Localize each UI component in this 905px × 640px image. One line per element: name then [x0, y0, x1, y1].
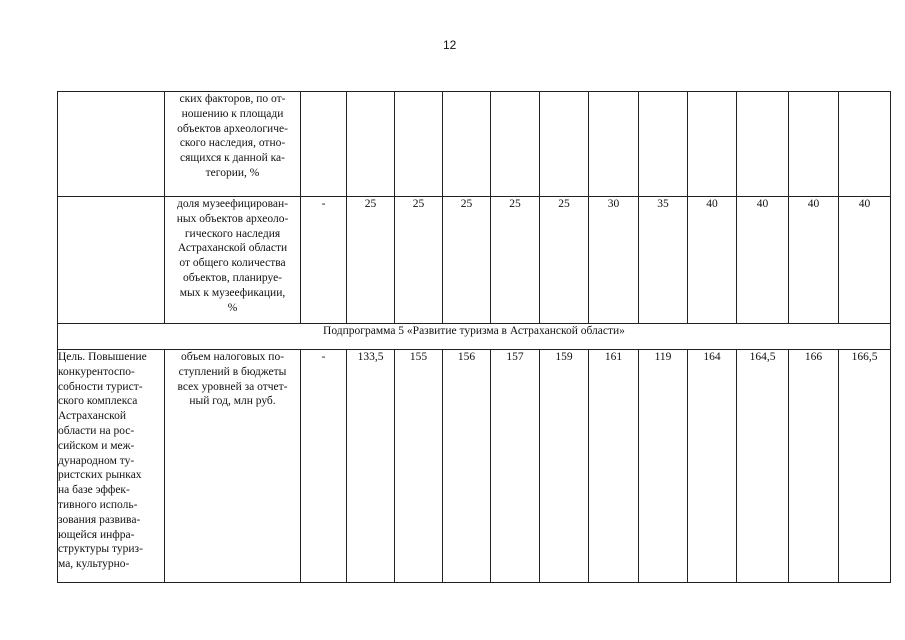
value-cell [491, 92, 540, 197]
subprogram-row [58, 324, 891, 350]
indicator-text-line: объем налоговых по- [180, 351, 285, 363]
table-row [58, 92, 891, 197]
goal-text-line: собности турист- [58, 380, 143, 393]
goal-text-line: зования развива- [58, 513, 141, 526]
goal-text-line: тивного исполь- [58, 498, 138, 511]
goal-text-line: на базе эффек- [58, 484, 130, 497]
value-cell [395, 92, 443, 197]
value-cell: 25 [491, 197, 540, 324]
indicator-text-line: объектов, планируе- [182, 271, 283, 284]
value-cell: 166 [789, 350, 839, 583]
indicator-cell [165, 197, 301, 324]
value-cell: - [301, 197, 347, 324]
indicator-text-line: ношению к площади [181, 107, 284, 120]
value-cell: 164 [688, 350, 737, 583]
goal-text-line: ристских рынках [58, 469, 142, 482]
value-cell [443, 92, 491, 197]
goal-text-line: сийском и меж- [58, 439, 135, 452]
value-cell: 166,5 [839, 350, 891, 583]
value-cell: 133,5 [347, 350, 395, 583]
value-cell: 157 [491, 350, 540, 583]
goal-cell [58, 92, 165, 197]
indicator-text-line: от общего количества [179, 257, 286, 270]
value-cell: 159 [540, 350, 589, 583]
indicator-text-line: гического наследия [184, 227, 281, 240]
value-cell [589, 92, 639, 197]
indicator-text-line: ных объектов археоло- [176, 212, 289, 225]
indicator-cell [165, 350, 301, 583]
goal-text-line: области на рос- [58, 424, 135, 437]
goal-text-line: Астраханской [58, 410, 127, 423]
value-cell: 40 [839, 197, 891, 324]
value-cell [737, 92, 789, 197]
indicator-text-line: % [227, 301, 238, 314]
value-cell: 119 [639, 350, 688, 583]
value-cell: 25 [347, 197, 395, 324]
indicator-text-line: ских факторов, по от- [179, 93, 286, 105]
indicator-text-line: ный год, млн руб. [189, 395, 276, 408]
subprogram-heading: Подпрограмма 5 «Развитие туризма в Астраханской области» [58, 324, 891, 350]
value-cell [789, 92, 839, 197]
value-cell: 40 [737, 197, 789, 324]
value-cell: 35 [639, 197, 688, 324]
value-cell [347, 92, 395, 197]
table-row [58, 197, 891, 324]
goal-text-line: ющейся инфра- [58, 528, 135, 541]
indicator-text-line: Астраханской области [177, 242, 288, 255]
indicator-text-line: объектов археологиче- [177, 122, 288, 135]
value-cell [639, 92, 688, 197]
value-cell [839, 92, 891, 197]
value-cell: 25 [395, 197, 443, 324]
value-cell: 156 [443, 350, 491, 583]
page-number: 12 [443, 38, 457, 52]
indicator-cell [165, 92, 301, 197]
indicators-table [57, 91, 891, 583]
value-cell: 161 [589, 350, 639, 583]
goal-text-line: Цель. Повышение [58, 351, 147, 363]
value-cell: - [301, 350, 347, 583]
goal-text-line: структуры туриз- [58, 543, 143, 556]
value-cell: 164,5 [737, 350, 789, 583]
value-cell: 155 [395, 350, 443, 583]
indicator-text-line: ступлений в бюджеты [178, 365, 287, 378]
value-cell [688, 92, 737, 197]
goal-text-line: ского комплекса [58, 395, 138, 408]
indicator-text-line: всех уровней за отчет- [177, 380, 288, 393]
goal-cell [58, 350, 165, 583]
table-row [58, 350, 891, 583]
value-cell: 40 [688, 197, 737, 324]
value-cell [301, 92, 347, 197]
value-cell [540, 92, 589, 197]
indicator-text-line: мых к музеефикации, [179, 286, 286, 299]
goal-text-line: дународном ту- [58, 454, 135, 467]
goal-text-line: ма, культурно- [58, 558, 130, 571]
value-cell: 40 [789, 197, 839, 324]
value-cell: 25 [540, 197, 589, 324]
goal-text-line: конкурентоспо- [58, 365, 135, 378]
goal-cell [58, 197, 165, 324]
indicator-text-line: сящихся к данной ка- [180, 152, 285, 165]
indicator-text-line: доля музеефицирован- [176, 198, 289, 210]
value-cell: 25 [443, 197, 491, 324]
indicator-text-line: ского наследия, отно- [179, 137, 286, 150]
value-cell: 30 [589, 197, 639, 324]
indicator-text-line: тегории, % [205, 166, 260, 179]
